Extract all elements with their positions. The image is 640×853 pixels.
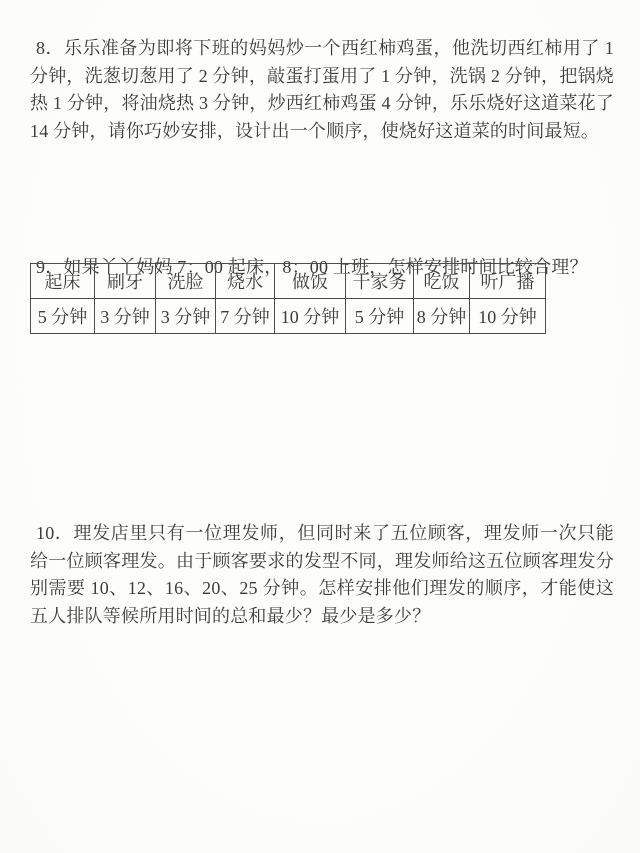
table-header-cell: 听广播 xyxy=(470,264,546,299)
table-header-cell: 烧水 xyxy=(216,264,275,299)
table-value-cell: 7 分钟 xyxy=(216,299,275,334)
table-value-cell: 3 分钟 xyxy=(156,299,216,334)
table-header-cell: 起床 xyxy=(31,264,95,299)
table-value-cell: 10 分钟 xyxy=(275,299,346,334)
table-header-cell: 干家务 xyxy=(346,264,414,299)
table-value-row xyxy=(31,299,546,334)
table-header-cell: 洗脸 xyxy=(156,264,216,299)
table-value-cell: 3 分钟 xyxy=(95,299,156,334)
problem-8-text: 8．乐乐准备为即将下班的妈妈炒一个西红柿鸡蛋，他洗切西红柿用了 1 分钟，洗葱切葱用了 2 分钟，敲蛋打蛋用了 1 分钟，洗锅 2 分钟，把锅烧热 1 分钟，将油烧热 3 分钟，炒西红柿鸡蛋 4 分钟，乐乐烧好这道菜花了 14 分钟，请你巧妙安排，设计出一个顺序，使烧好这道菜的时间最短。 xyxy=(30,38,614,141)
problem-9-text: 9．如果丫丫妈妈 7：00 起床，8：00 上班，怎样安排时间比较合理？ xyxy=(36,257,588,277)
table-header-cell: 吃饭 xyxy=(414,264,470,299)
problem-10-text: 10．理发店里只有一位理发师，但同时来了五位顾客，理发师一次只能给一位顾客理发。由于顾客要求的发型不同，理发师给这五位顾客理发分别需要 10、12、16、20、25 分钟。怎样安排他们理发的顺序，才能使这五人排队等候所用时间的总和最少？最少是多少？ xyxy=(30,523,614,626)
table-header-row xyxy=(31,264,546,299)
schedule-table xyxy=(30,263,546,334)
table-value-cell: 5 分钟 xyxy=(31,299,95,334)
table-header-cell: 做饭 xyxy=(275,264,346,299)
table-value-cell: 5 分钟 xyxy=(346,299,414,334)
table-value-cell: 10 分钟 xyxy=(470,299,546,334)
table-header-cell: 刷牙 xyxy=(95,264,156,299)
table-value-cell: 8 分钟 xyxy=(414,299,470,334)
